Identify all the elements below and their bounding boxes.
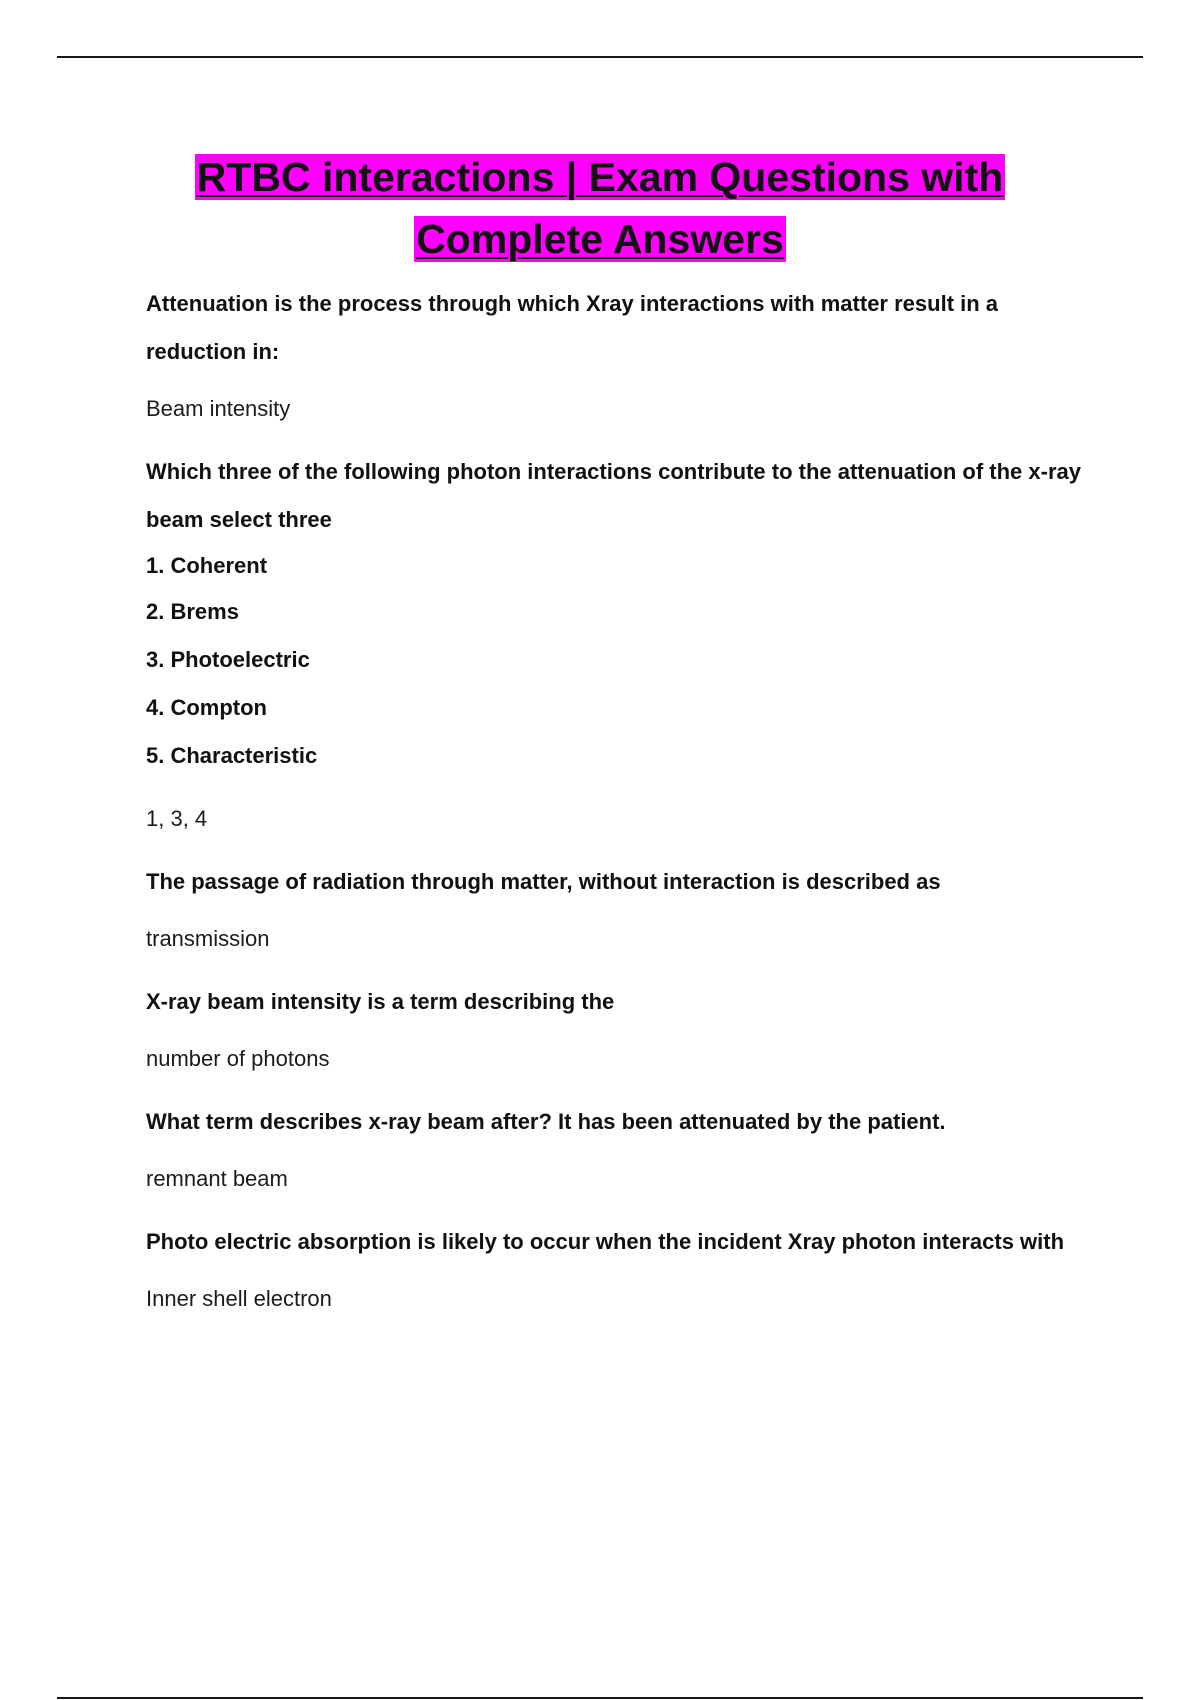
answer-6: Inner shell electron: [146, 1286, 332, 1311]
option-1: 1. Coherent: [146, 553, 268, 578]
header-rule: [57, 56, 1143, 58]
answer-2: 1, 3, 4: [146, 806, 208, 831]
answer-5: remnant beam: [146, 1166, 288, 1191]
question-5: What term describes x-ray beam after? It has been attenuated by the patient.: [146, 1109, 946, 1134]
title-line-1: RTBC interactions | Exam Questions with: [196, 154, 1004, 200]
question-2: Which three of the following photon interactions contribute to the attenuation of the x-ray beam select three: [146, 459, 1081, 532]
question-3: The passage of radiation through matter, without interaction is described as: [146, 869, 941, 894]
page-title: [0, 146, 1200, 270]
option-3: 3. Photoelectric: [146, 647, 310, 672]
answer-4: number of photons: [146, 1046, 330, 1071]
option-4: 4. Compton: [146, 695, 267, 720]
question-6: Photo electric absorption is likely to occur when the incident Xray photon interacts with: [146, 1229, 1065, 1254]
title-line-2: Complete Answers: [416, 216, 784, 262]
question-1: Attenuation is the process through which Xray interactions with matter result in a reduction in:: [146, 291, 999, 364]
footer-rule: [57, 1697, 1143, 1699]
qa-content: [146, 280, 1096, 1314]
answer-1: Beam intensity: [146, 396, 291, 421]
option-2: 2. Brems: [146, 599, 239, 624]
question-4: X-ray beam intensity is a term describing the: [146, 989, 615, 1014]
option-5: 5. Characteristic: [146, 743, 318, 768]
answer-3: transmission: [146, 926, 270, 951]
